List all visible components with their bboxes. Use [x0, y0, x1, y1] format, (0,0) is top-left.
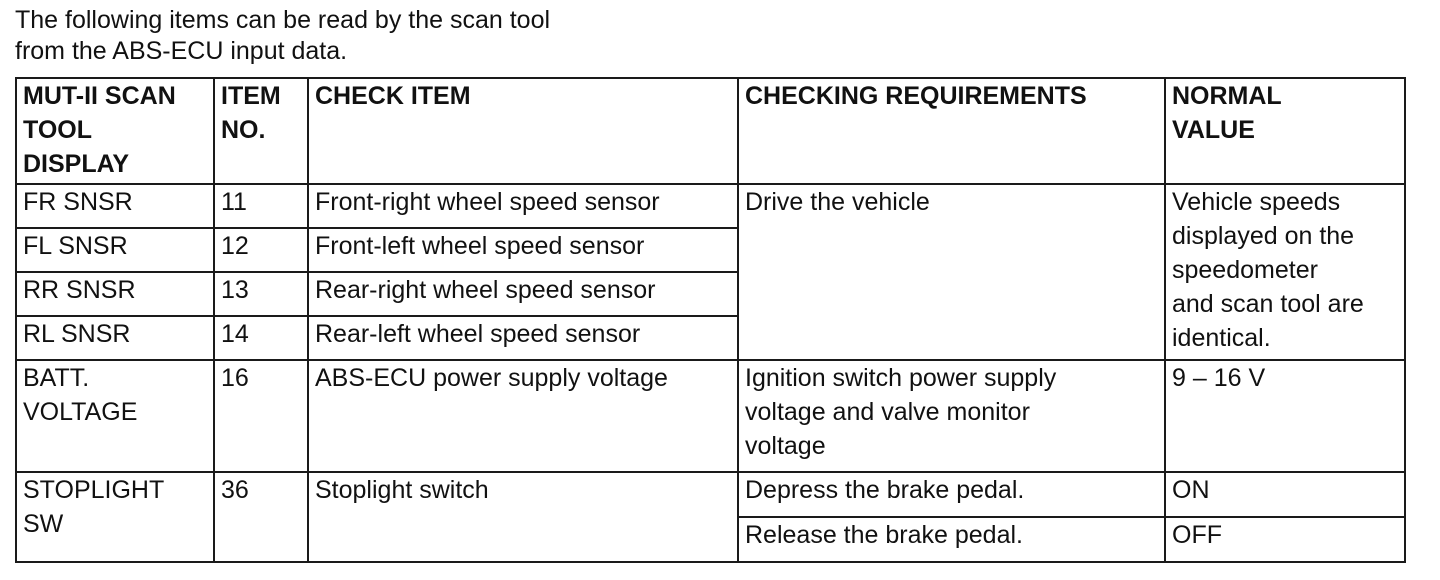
- header-checking-requirements: CHECKING REQUIREMENTS: [738, 78, 1165, 184]
- cell-item-no: 36: [214, 472, 308, 562]
- cell-check-item: Front-left wheel speed sensor: [308, 228, 738, 272]
- header-normal-value: NORMAL VALUE: [1165, 78, 1405, 184]
- cell-display: BATT. VOLTAGE: [16, 360, 214, 472]
- intro-line-1: The following items can be read by the scan tool: [15, 6, 551, 34]
- scan-tool-data-table: [15, 77, 1406, 563]
- header-row: [16, 78, 1405, 184]
- cell-wheel-sensors-normal-value: Vehicle speeds displayed on the speedometer and scan tool are identical.: [1165, 184, 1405, 360]
- cell-display: STOPLIGHT SW: [16, 472, 214, 562]
- cell-check-item: Stoplight switch: [308, 472, 738, 562]
- cell-check-item: Rear-left wheel speed sensor: [308, 316, 738, 360]
- cell-display: FL SNSR: [16, 228, 214, 272]
- cell-item-no: 12: [214, 228, 308, 272]
- cell-display: RR SNSR: [16, 272, 214, 316]
- cell-check-item: Rear-right wheel speed sensor: [308, 272, 738, 316]
- table-row: [16, 184, 1405, 228]
- cell-item-no: 14: [214, 316, 308, 360]
- cell-check-item: Front-right wheel speed sensor: [308, 184, 738, 228]
- cell-check-item: ABS-ECU power supply voltage: [308, 360, 738, 472]
- cell-item-no: 16: [214, 360, 308, 472]
- table-row: [16, 360, 1405, 472]
- intro-line-2: from the ABS-ECU input data.: [15, 37, 348, 65]
- cell-display: FR SNSR: [16, 184, 214, 228]
- cell-stoplight-requirement: Depress the brake pedal.: [738, 472, 1165, 517]
- cell-battery-requirement: Ignition switch power supply voltage and valve monitor voltage: [738, 360, 1165, 472]
- cell-stoplight-normal-value: ON: [1165, 472, 1405, 517]
- cell-battery-normal-value: 9 – 16 V: [1165, 360, 1405, 472]
- cell-wheel-sensors-requirement: Drive the vehicle: [738, 184, 1165, 360]
- header-item-no: ITEM NO.: [214, 78, 308, 184]
- intro-text: [15, 5, 550, 67]
- header-scan-tool-display: MUT-II SCAN TOOL DISPLAY: [16, 78, 214, 184]
- cell-stoplight-normal-value: OFF: [1165, 517, 1405, 562]
- cell-display: RL SNSR: [16, 316, 214, 360]
- header-check-item: CHECK ITEM: [308, 78, 738, 184]
- cell-stoplight-requirement: Release the brake pedal.: [738, 517, 1165, 562]
- cell-item-no: 13: [214, 272, 308, 316]
- table-row: [16, 472, 1405, 517]
- cell-item-no: 11: [214, 184, 308, 228]
